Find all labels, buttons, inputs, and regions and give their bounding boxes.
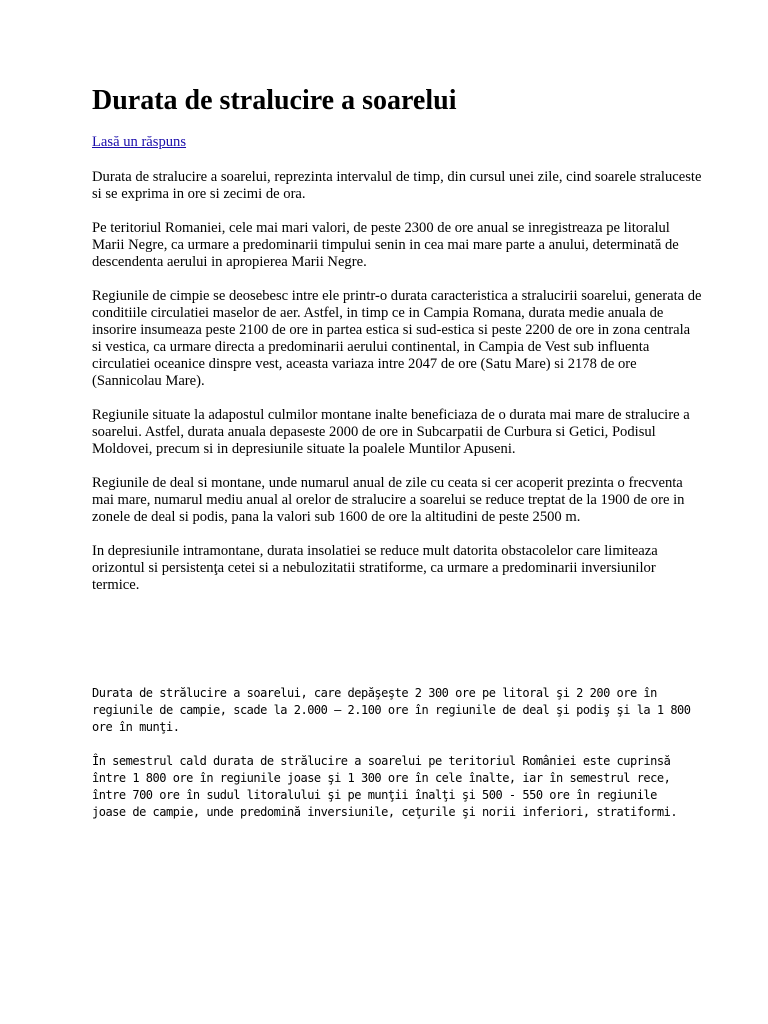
paragraph-deal-montane: Regiunile de deal si montane, unde numarul anual de zile cu ceata si cer acoperit prezinta o frecventa mai mare, numarul mediu anual al orelor de stralucire a soarelui se reduce treptat de la 1900 de ore in zonele de deal si podis, pana la valori sub 1600 de ore la altitudini de peste 2500 m. [92,475,685,525]
page-title: Durata de stralucire a soarelui [92,85,457,116]
paragraph-depresiuni: In depresiunile intramontane, durata insolatiei se reduce mult datorita obstacolelor care limiteaza orizontul si persistenţa cetei si a nebulozitatii stratiforme, ca urmare a predominarii inversiunilor termice. [92,543,658,593]
summary-section [92,685,692,838]
paragraph-adapost: Regiunile situate la adapostul culmilor montane inalte beneficiaza de o durata mai mare de stralucire a soarelui. Astfel, durata anuala depaseste 2000 de ore in Subcarpatii de Curbura si Getici, Podisul Moldovei, precum si in depresiunile situate la poalele Muntilor Apuseni. [92,407,690,457]
paragraph-cimpie: Regiunile de cimpie se deosebesc intre ele printr-o durata caracteristica a stralucirii soarelui, generata de conditiile circulatiei maselor de aer. Astfel, in timp ce in Campia Romana, durata medie anuala de insorire insumeaza peste 2100 de ore in partea estica si sud-estica si peste 2200 de ore in zona centrala si vestica, ca urmare directa a predominarii aerului continental, in Campia de Vest sub influenta circulatiei oceanice dinspre vest, aceasta variaza intre 2047 de ore (Satu Mare) si 2178 de ore (Sannicolau Mare). [92,288,702,389]
article [92,84,702,611]
paragraph-definition: Durata de stralucire a soarelui, reprezinta intervalul de timp, din cursul unei zile, cind soarele straluceste si se exprima in ore si zecimi de ora. [92,169,702,202]
leave-reply-link[interactable]: Lasă un răspuns [92,134,187,150]
paragraph-summary-semesters: În semestrul cald durata de strălucire a soarelui pe teritoriul României este cuprinsă între 1 800 ore în regiunile joase şi 1 300 ore în cele înalte, iar în semestrul rece, între 700 ore în sudul litoralului şi pe munţii înalţi şi 500 - 550 ore în regiunile joase de campie, unde predomină inversiunile, ceţurile şi norii inferiori, stratiformi. [92,754,678,819]
paragraph-summary-annual: Durata de strălucire a soarelui, care depăşeşte 2 300 ore pe litoral şi 2 200 ore în regiunile de campie, scade la 2.000 — 2.100 ore în regiunile de deal şi podiş şi la 1 800 ore în munţi. [92,686,691,734]
paragraph-litoral: Pe teritoriul Romaniei, cele mai mari valori, de peste 2300 de ore anual se inregistreaza pe litoralul Marii Negre, ca urmare a predominarii timpului senin in cea mai mare parte a anului, determinată de descendenta aerului in apropierea Marii Negre. [92,220,679,270]
